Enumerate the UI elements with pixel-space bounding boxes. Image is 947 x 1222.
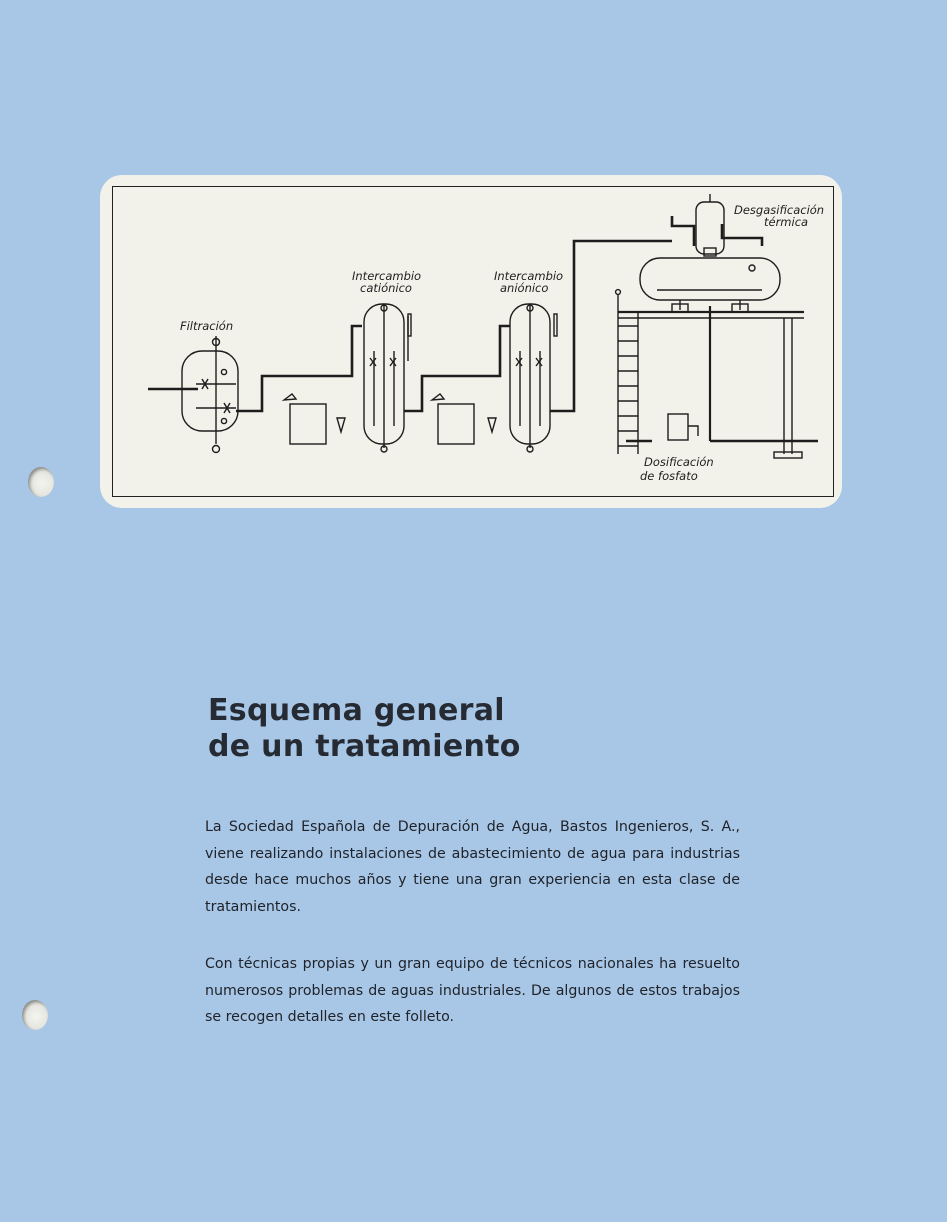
punch-hole-top bbox=[28, 467, 54, 497]
label-desgasificacion-1: Desgasificación bbox=[734, 203, 825, 217]
degasser-column bbox=[696, 194, 724, 256]
deaerator-tank bbox=[640, 258, 780, 312]
page-title bbox=[208, 693, 521, 765]
page-title-line-1: Esquema general bbox=[208, 693, 505, 728]
page-title-line-2: de un tratamiento bbox=[208, 729, 521, 764]
label-filtracion: Filtración bbox=[180, 319, 234, 333]
cation-exchange-vessel bbox=[364, 304, 411, 452]
label-intercambio-cationico-2: catiónico bbox=[360, 281, 412, 295]
dosing-tank-1 bbox=[290, 404, 326, 444]
punch-hole-bottom bbox=[22, 1000, 48, 1030]
second-paragraph: Con técnicas propias y un gran equipo de técnicos nacionales ha resuelto numerosos problemas de aguas industriales. De algunos de estos trabajos se recogen detalles en este folleto. bbox=[205, 956, 740, 1025]
phosphate-dosing-pump bbox=[668, 306, 710, 441]
label-intercambio-cationico-1: Intercambio bbox=[352, 269, 422, 283]
dosing-tank-2 bbox=[438, 404, 474, 444]
intro-paragraph: La Sociedad Española de Depuración de Agua, Bastos Ingenieros, S. A., viene realizando instalaciones de abastecimiento de agua para industrias desde hace muchos años y tiene una gran experiencia en esta clase de tratamientos. bbox=[205, 819, 740, 915]
label-intercambio-anionico-2: aniónico bbox=[500, 281, 549, 295]
label-dosificacion-1: Dosificación bbox=[644, 455, 714, 469]
label-intercambio-anionico-1: Intercambio bbox=[494, 269, 564, 283]
label-dosificacion-2: de fosfato bbox=[640, 469, 698, 483]
label-desgasificacion-2: térmica bbox=[764, 215, 809, 229]
ladder bbox=[616, 290, 638, 454]
water-treatment-diagram bbox=[112, 186, 834, 497]
filtration-vessel bbox=[182, 336, 238, 453]
anion-exchange-vessel bbox=[510, 304, 557, 452]
